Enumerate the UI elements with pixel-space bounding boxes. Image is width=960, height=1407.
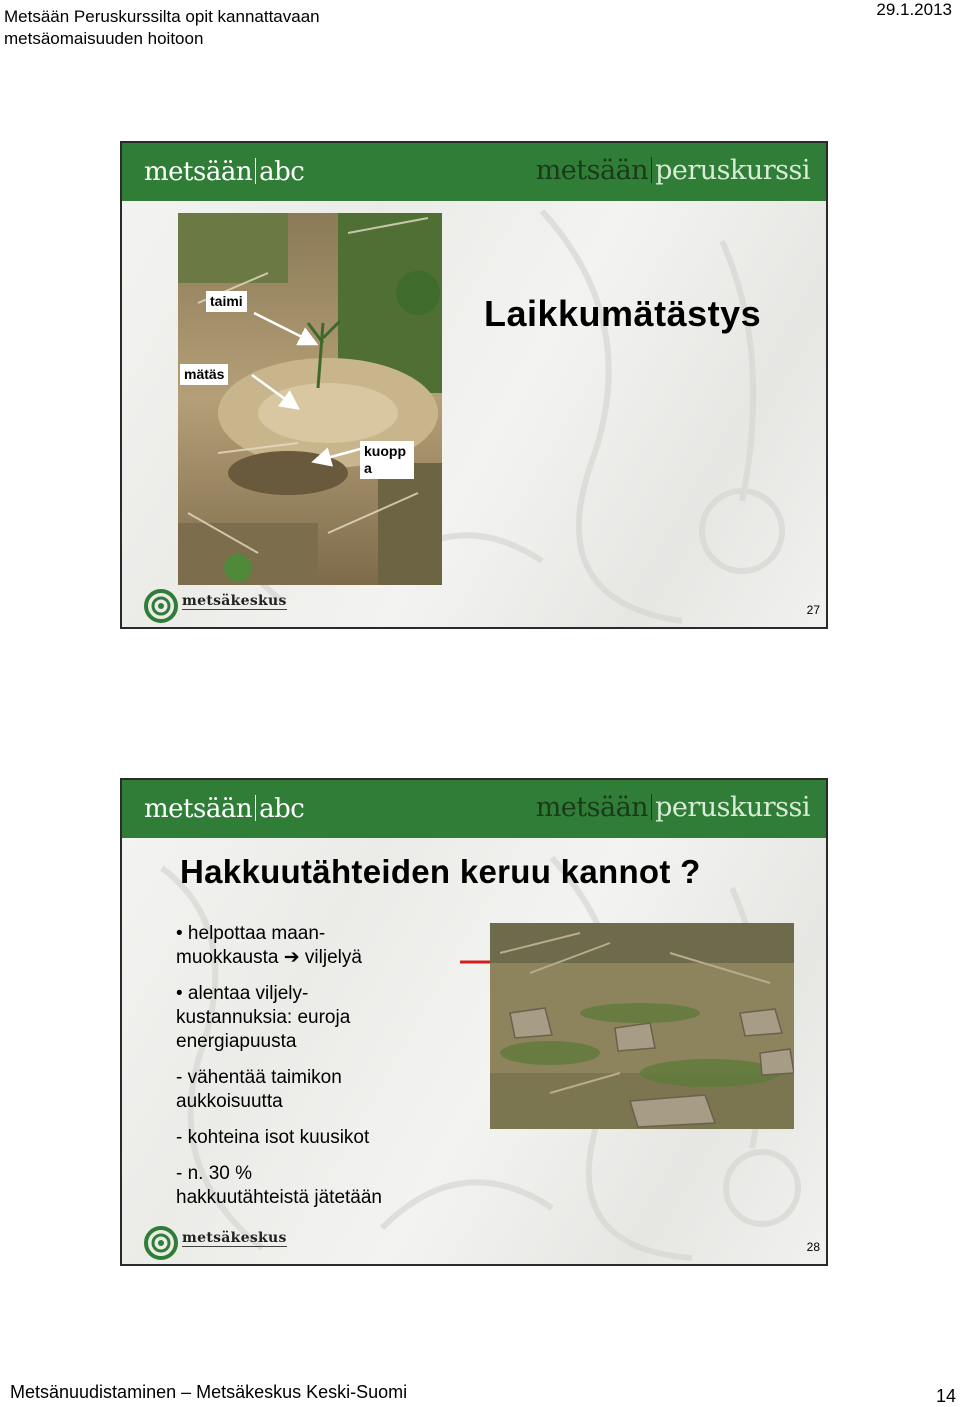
- page-header-date: 29.1.2013: [876, 0, 952, 19]
- label-taimi: taimi: [206, 291, 247, 312]
- label-matas: mätäs: [180, 364, 228, 385]
- arrow-right-icon: ➔: [283, 947, 300, 968]
- metsaan-peruskurssi-logo: metsään peruskurssi: [535, 155, 810, 186]
- page-footer-text: Metsänuudistaminen – Metsäkeskus Keski-Suomi: [10, 1382, 408, 1402]
- slide-title: Hakkuutähteiden keruu kannot ?: [180, 853, 701, 890]
- target-icon: [144, 1226, 178, 1260]
- list-item: - vähentää taimikon aukkoisuutta: [176, 1067, 342, 1112]
- slide-title: Laikkumätästys: [484, 293, 762, 334]
- page-header-title: Metsään Peruskurssilta opit kannattavaan metsäomaisuuden hoitoon: [4, 7, 320, 48]
- target-icon: [144, 589, 178, 623]
- list-item: - n. 30 % hakkuutähteistä jätetään: [176, 1163, 382, 1208]
- slide-27: metsään abc metsään peruskurssi taimi mätäs kuopp a Laikkumätästys metsäkeskus 27: [120, 141, 828, 629]
- stumps-clearcut-photo: [490, 923, 794, 1129]
- slide-number: 27: [806, 603, 820, 617]
- slide-28: metsään abc metsään peruskurssi Hakkuutähteiden keruu kannot ? • helpottaa maan- muokkausta ➔ viljelyä • alentaa viljely- kustannuksia: euroja energiapuusta - vähentää taimikon aukkoisuutta - kohteina isot kuusikot - n. 30 % hakkuutähteistä jätetään metsäkeskus 28: [120, 778, 828, 1266]
- bullet-list: [176, 922, 476, 1222]
- mound-planting-photo: [178, 213, 442, 585]
- slide-number: 28: [806, 1240, 820, 1254]
- list-item: - kohteina isot kuusikot: [176, 1127, 370, 1148]
- list-item: • helpottaa maan- muokkausta ➔ viljelyä: [176, 923, 362, 968]
- label-kuoppa: kuopp a: [360, 441, 414, 479]
- metsaan-abc-logo: metsään abc: [144, 794, 305, 824]
- metsaan-peruskurssi-logo: metsään peruskurssi: [535, 792, 810, 823]
- slide-banner: [122, 780, 828, 838]
- metsaan-abc-logo: metsään abc: [144, 157, 305, 187]
- page-number: 14: [935, 1386, 956, 1406]
- slide-banner: [122, 143, 828, 201]
- list-item: • alentaa viljely- kustannuksia: euroja energiapuusta: [176, 983, 351, 1052]
